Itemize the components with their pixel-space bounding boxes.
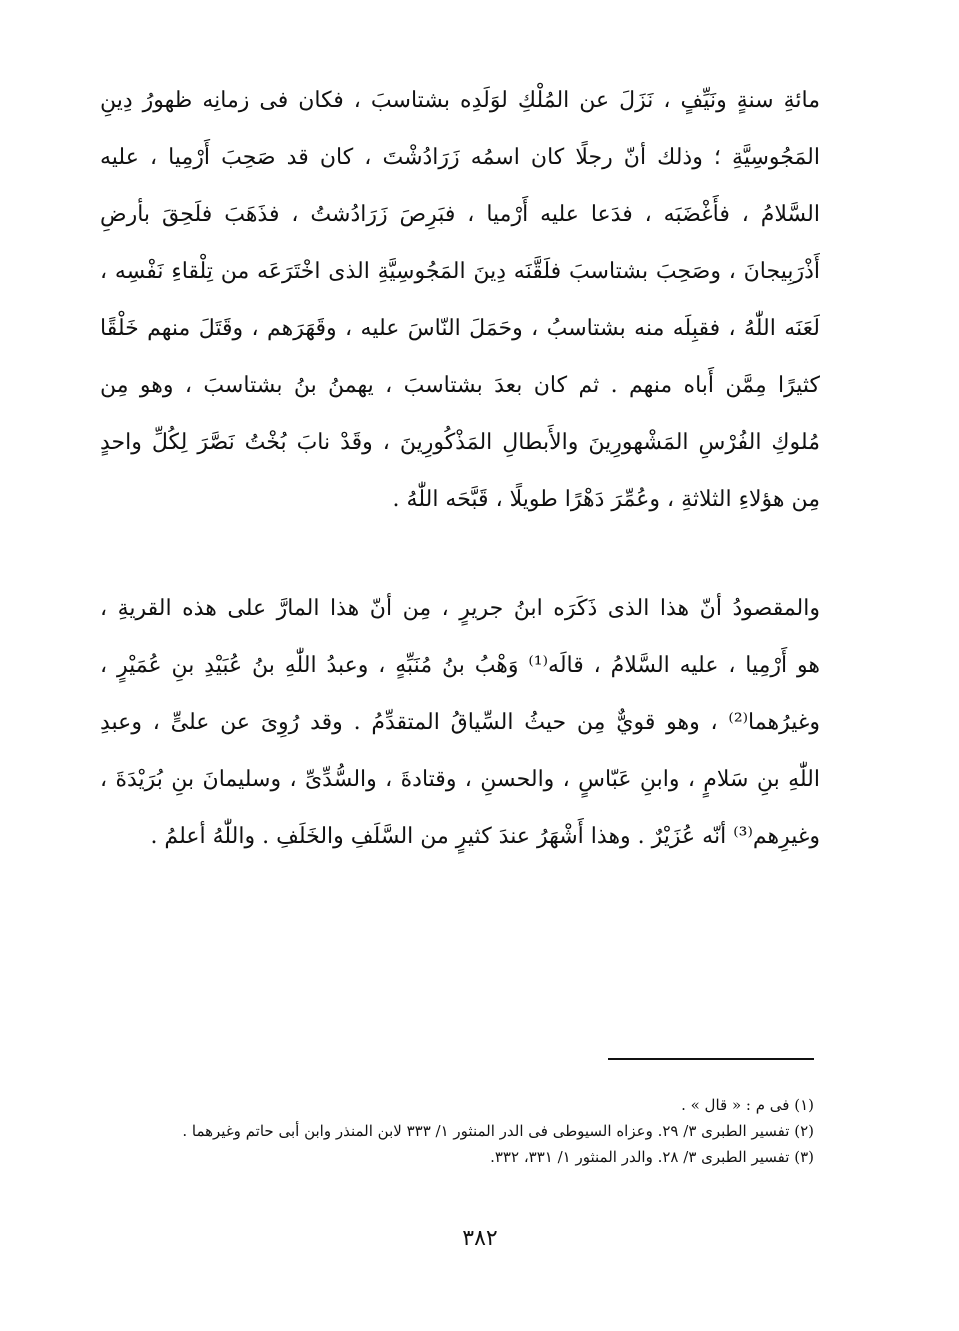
text-line: كثيرًا مِمَّن أَباه منهم . ثم كان بعدَ بشتاسبَ ، يهمنُ بنُ بشتاسبَ ، وهو مِن <box>100 373 820 398</box>
footnote-separator <box>608 1058 814 1060</box>
paragraph-1 <box>100 72 820 528</box>
text-line: السَّلامُ ، فأَغْضَبَه ، فدَعا عليه أَرْميا ، فبَرِصَ زَرَادُشتُ ، فذَهَبَ فلَحِقَ بأرضِ <box>100 202 820 227</box>
footnotes <box>90 1092 814 1170</box>
text-line: أَذْرَبِيجانَ ، وصَحِبَ بشتاسبَ فلَقَّنَه دِينَ المَجُوسِيَّةِ الذى اخْتَرَعَه من تِلْقاءِ نَفْسِه ، <box>100 259 820 284</box>
footnote-2: (٢) تفسير الطبرى ٣/ ٢٩. وعزاه السيوطى فى الدر المنثور ١/ ٣٣٣ لابن المنذر وابن أبى حاتم وغيرهما . <box>182 1122 814 1140</box>
text-line: والمقصودُ أنّ هذا الذى ذَكَرَه ابنُ جريرٍ ، مِن أنّ هذا المارَّ على هذه القريةِ ، <box>100 596 820 621</box>
paragraph-2 <box>100 580 820 865</box>
text-line: هو أَرْمِيا ، عليه السَّلامُ ، قالَه⁽¹⁾ وَهْبُ بنُ مُنَبِّهٍ ، وعبدُ اللّٰهِ بنُ عُبَيْدِ بنِ عُمَيْرٍ ، <box>100 653 820 678</box>
text-line: اللّٰهِ بنِ سَلامٍ ، وابنِ عَبّاسٍ ، والحسنِ ، وقتادةَ ، والسُّدِّىِّ ، وسليمانَ بنِ بُرَيْدَةَ ، <box>100 767 820 792</box>
footnote-3: (٣) تفسير الطبرى ٣/ ٢٨. والدر المنثور ١/ ٣٣١، ٣٣٢. <box>490 1148 814 1166</box>
text-line: مُلوكِ الفُرْسِ المَشْهورِينَ والأَبطالِ المَذْكُورِينَ ، وقَدْ نابَ بُخْتُ نَصَّرَ لِكُلِّ واحدٍ <box>100 430 820 455</box>
footnote-1: (١) فى م : « قال » . <box>681 1096 814 1114</box>
text-line: المَجُوسِيَّةِ ؛ وذلك أنّ رجلًا كان اسمُه زَرَادُشْتَ ، كان قد صَحِبَ أَرْمِيا ، عليه <box>100 145 820 170</box>
text-line: وغيرُهما⁽²⁾ ، وهو قويٌّ مِن حيثُ السِّياقُ المتقدِّمُ . وقد رُوِىَ عن علىٍّ ، وعبدِ <box>100 710 820 735</box>
text-line: مائةِ سنةٍ ونَيِّفٍ ، نَزَلَ عن المُلْكِ لوَلَدِه بشتاسبَ ، فكان فى زمانِه ظهورُ دِينِ <box>100 88 820 113</box>
page-number: ٣٨٢ <box>462 1226 498 1251</box>
text-line: وغيرِهم⁽³⁾ أنّه عُزَيْرٌ . وهذا أَشْهَرُ عندَ كثيرٍ من السَّلَفِ والخَلَفِ . واللّٰهُ أعلمُ . <box>150 824 820 849</box>
text-line: لَعَنَه اللّٰهُ ، فقبِلَه منه بشتاسبُ ، وحَمَلَ النّاسَ عليه ، وقَهَرَهم ، وقَتَلَ منهم خَلْقًا <box>100 316 820 341</box>
text-line: مِن هؤلاءِ الثلاثةِ ، وعُمِّرَ دَهْرًا طويلًا ، قَبَّحَه اللّٰهُ . <box>392 487 820 512</box>
